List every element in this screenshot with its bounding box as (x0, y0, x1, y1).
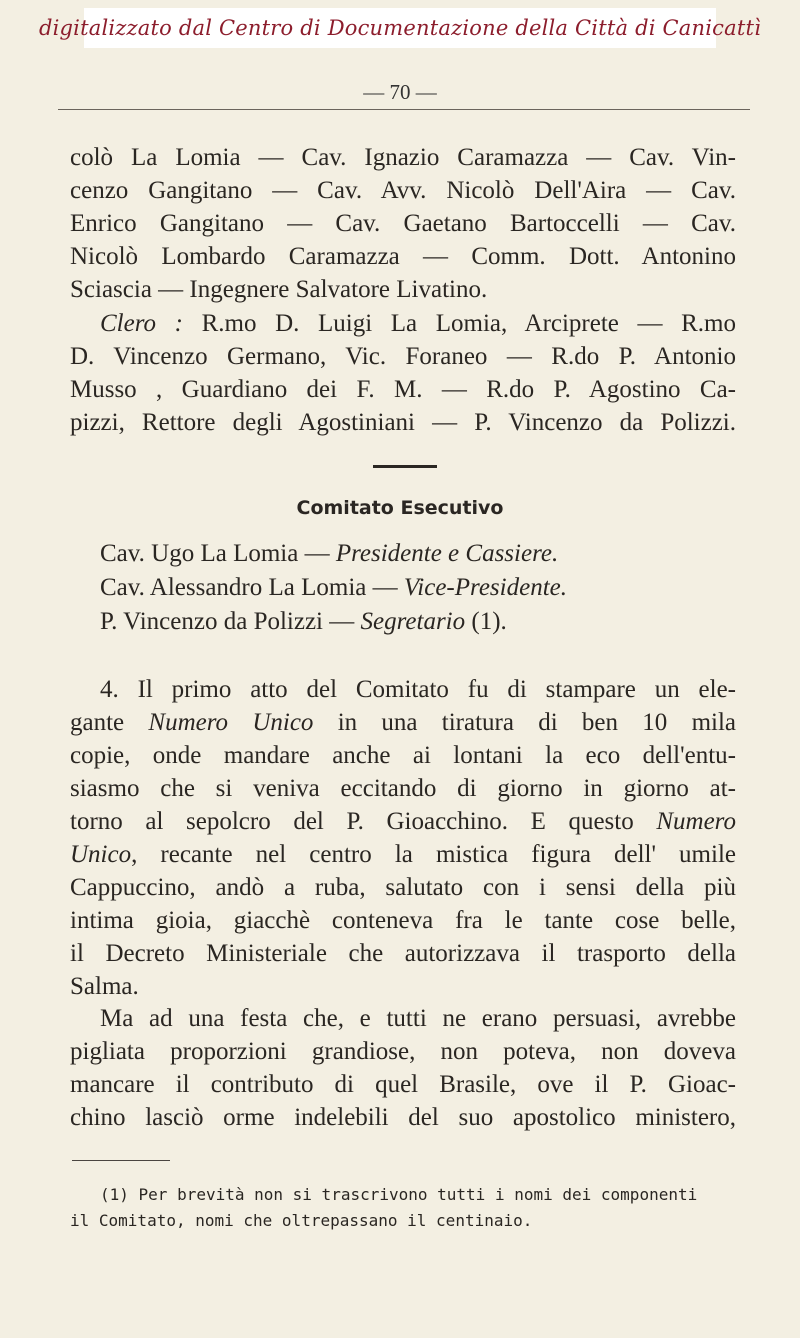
header-rule (58, 109, 750, 110)
footnote-line: il Comitato, nomi che oltrepassano il centinaio. (70, 1211, 533, 1230)
text-line: il Decreto Ministeriale che autorizzava il trasporto della (70, 940, 736, 967)
text-line: pigliata proporzioni grandiose, non poteva, non doveva (70, 1038, 736, 1065)
text-line: 4. Il primo atto del Comitato fu di stampare un ele- (100, 676, 736, 703)
member-name: P. Vincenzo da Polizzi — (100, 608, 361, 635)
committee-member (100, 605, 567, 639)
text-line (70, 838, 736, 871)
text-run: in una tiratura di ben 10 mila (313, 709, 737, 736)
text-line: Ma ad una festa che, e tutti ne erano persuasi, avrebbe (100, 1005, 736, 1032)
member-role: Segretario (360, 608, 466, 635)
section-divider (373, 465, 437, 468)
text-line: siasmo che si veniva eccitando di giorno in giorno at- (70, 775, 736, 802)
numero-unico-title: Unico (70, 841, 132, 868)
names-list-paragraph (70, 141, 736, 306)
footnote-rule (72, 1160, 170, 1161)
clero-line-rest: R.mo D. Luigi La Lomia, Arciprete — R.mo (182, 310, 737, 337)
footnote (70, 1182, 736, 1234)
text-line: chino lasciò orme indelebili del suo apostolico ministero, (70, 1104, 736, 1131)
text-line: Salma. (70, 973, 139, 1000)
text-line: colò La Lomia — Cav. Ignazio Caramazza — Cav. Vin- (70, 144, 736, 171)
member-role: Presidente e Cassiere. (335, 540, 559, 567)
text-line: Musso , Guardiano dei F. M. — R.do P. Agostino Ca- (70, 376, 736, 403)
text-run: torno al sepolcro del P. Gioacchino. E questo (70, 808, 657, 835)
text-line: Nicolò Lombardo Caramazza — Comm. Dott. Antonino (70, 243, 736, 270)
text-line: Cappuccino, andò a ruba, salutato con i sensi della più (70, 874, 736, 901)
watermark-banner (38, 8, 762, 48)
text-line: D. Vincenzo Germano, Vic. Foraneo — R.do P. Antonio (70, 343, 736, 370)
clero-label: Clero : (100, 310, 183, 337)
numero-unico-title: Numero (656, 808, 736, 835)
text-line (70, 307, 736, 340)
committee-member (100, 537, 567, 571)
executive-committee-list (100, 537, 567, 639)
text-line (70, 805, 736, 838)
clero-paragraph (70, 307, 736, 439)
page-number: — 70 — (363, 80, 437, 104)
section-heading: Comitato Esecutivo (296, 497, 504, 519)
text-line: intima gioia, giacchè conteneva fra le tante cose belle, (70, 907, 736, 934)
member-name: Cav. Alessandro La Lomia — (100, 574, 404, 601)
text-line: mancare il contributo di quel Brasile, ove il P. Gioac- (70, 1071, 736, 1098)
member-role: Vice-Presidente. (403, 574, 567, 601)
text-run: gante (70, 709, 149, 736)
paragraph-5 (70, 1002, 736, 1134)
watermark-text: digitalizzato dal Centro di Documentazione della Città di Canicattì (38, 16, 762, 40)
member-name: Cav. Ugo La Lomia — (100, 540, 336, 567)
numero-unico-title: Numero Unico (148, 709, 314, 736)
text-line: Sciascia — Ingegnere Salvatore Livatino. (70, 276, 488, 303)
text-line: Enrico Gangitano — Cav. Gaetano Bartoccelli — Cav. (70, 210, 736, 237)
text-run: , recante nel centro la mistica figura dell' umile (131, 841, 736, 868)
committee-member (100, 571, 567, 605)
text-line: cenzo Gangitano — Cav. Avv. Nicolò Dell'Aira — Cav. (70, 177, 736, 204)
text-line (70, 706, 736, 739)
text-line: copie, onde mandare anche ai lontani la eco dell'entu- (70, 742, 736, 769)
text-line: pizzi, Rettore degli Agostiniani — P. Vincenzo da Polizzi. (70, 409, 736, 436)
footnote-line: (1) Per brevità non si trascrivono tutti i nomi dei componenti (100, 1185, 698, 1204)
footnote-reference: (1). (465, 608, 507, 635)
paragraph-4 (70, 673, 736, 1003)
